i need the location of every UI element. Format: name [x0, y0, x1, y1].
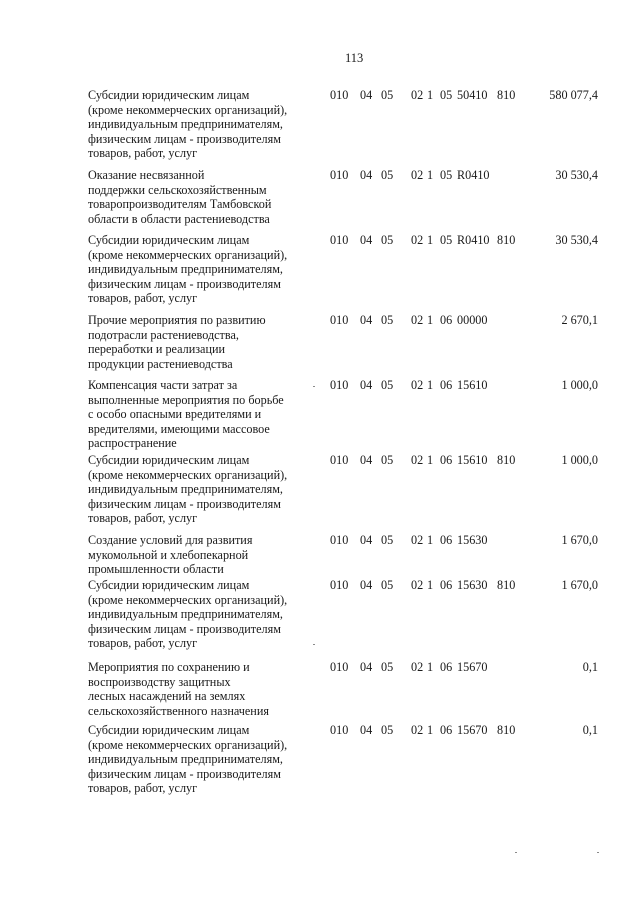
target-article-part: 02: [411, 233, 424, 247]
target-article-part: 05: [440, 88, 453, 102]
row-name-line: физическим лицам - производителям: [88, 766, 281, 781]
row-name-line: индивидуальным предпринимателям,: [88, 482, 283, 497]
target-article-part: 06: [440, 723, 453, 737]
ved-code: 010: [330, 233, 349, 247]
row-name-line: Компенсация части затрат за: [88, 378, 238, 392]
row-name-line: Субсидии юридическим лицам: [88, 578, 250, 592]
row-name-line: индивидуальным предпринимателям,: [88, 752, 283, 767]
target-article-part: 02: [411, 660, 424, 674]
target-article-part: 15630: [457, 578, 488, 592]
target-article-part: 05: [440, 233, 453, 247]
row-name-line: индивидуальным предпринимателям,: [88, 607, 283, 622]
ved-code: 010: [330, 723, 349, 737]
amount-value: 30 530,4: [555, 233, 598, 247]
row-name: [88, 723, 320, 796]
target-article-part: 02: [411, 578, 424, 592]
amount-value: 1 000,0: [561, 453, 598, 467]
row-name-line: сельскохозяйственного назначения: [88, 703, 269, 718]
target-article-part: 15630: [457, 533, 488, 547]
row-name-line: индивидуальным предпринимателям,: [88, 117, 283, 132]
ved-code: 010: [330, 578, 349, 592]
row-name-line: вредителями, имеющими массовое: [88, 421, 270, 436]
row-name: [88, 313, 320, 371]
target-article-part: 15670: [457, 660, 488, 674]
row-name-line: продукции растениеводства: [88, 356, 233, 371]
amount-value: 30 530,4: [555, 168, 598, 182]
row-name-line: Субсидии юридическим лицам: [88, 88, 250, 102]
target-article-part: 06: [440, 660, 453, 674]
row-name-line: выполненные мероприятия по борьбе: [88, 392, 284, 407]
target-article-part: 06: [440, 533, 453, 547]
subsection-code: 05: [381, 233, 394, 247]
target-article-part: R0410: [457, 233, 490, 247]
row-name-line: физическим лицам - производителям: [88, 496, 281, 511]
section-code: 04: [360, 168, 373, 182]
row-name: [88, 453, 320, 526]
expense-type-code: 810: [497, 233, 516, 247]
target-article-part: 06: [440, 313, 453, 327]
section-code: 04: [360, 533, 373, 547]
ved-code: 010: [330, 533, 349, 547]
target-article-part: 02: [411, 378, 424, 392]
target-article-part: 02: [411, 533, 424, 547]
row-name-line: Субсидии юридическим лицам: [88, 233, 250, 247]
section-code: 04: [360, 313, 373, 327]
row-name-line: товаров, работ, услуг: [88, 146, 198, 161]
target-article-part: 1: [427, 533, 434, 547]
target-article-part: 1: [427, 578, 434, 592]
target-article-part: 06: [440, 453, 453, 467]
row-name-line: физическим лицам - производителям: [88, 276, 281, 291]
target-article-part: 00000: [457, 313, 488, 327]
section-code: 04: [360, 660, 373, 674]
target-article-part: 1: [427, 660, 434, 674]
row-name-line: Субсидии юридическим лицам: [88, 723, 250, 737]
scan-speck: [515, 852, 517, 853]
amount-value: 1 670,0: [561, 578, 598, 592]
ved-code: 010: [330, 660, 349, 674]
section-code: 04: [360, 453, 373, 467]
row-name: [88, 233, 320, 306]
amount-value: 1 000,0: [561, 378, 598, 392]
row-name-line: (кроме некоммерческих организаций),: [88, 737, 288, 752]
row-name-line: Субсидии юридическим лицам: [88, 453, 250, 467]
target-article-part: 02: [411, 88, 424, 102]
target-article-part: 02: [411, 723, 424, 737]
row-name-line: с особо опасными вредителями и: [88, 407, 262, 422]
ved-code: 010: [330, 313, 349, 327]
section-code: 04: [360, 578, 373, 592]
target-article-part: 02: [411, 168, 424, 182]
row-name-line: Создание условий для развития: [88, 533, 253, 547]
section-code: 04: [360, 723, 373, 737]
row-name-line: переработки и реализации: [88, 342, 226, 357]
row-name-line: товаров, работ, услуг: [88, 636, 198, 651]
subsection-code: 05: [381, 533, 394, 547]
section-code: 04: [360, 88, 373, 102]
amount-value: 1 670,0: [561, 533, 598, 547]
expense-type-code: 810: [497, 453, 516, 467]
ved-code: 010: [330, 378, 349, 392]
subsection-code: 05: [381, 313, 394, 327]
row-name: [88, 168, 320, 226]
row-name: [88, 533, 320, 577]
row-name: [88, 578, 320, 651]
target-article-part: 1: [427, 233, 434, 247]
row-name: [88, 88, 320, 161]
target-article-part: 1: [427, 378, 434, 392]
amount-value: 2 670,1: [561, 313, 598, 327]
row-name-line: товаров, работ, услуг: [88, 511, 198, 526]
row-name-line: физическим лицам - производителям: [88, 621, 281, 636]
row-name-line: распространение: [88, 436, 177, 451]
row-name-line: (кроме некоммерческих организаций),: [88, 247, 288, 262]
row-name-line: промышленности области: [88, 562, 224, 577]
expense-type-code: 810: [497, 578, 516, 592]
section-code: 04: [360, 378, 373, 392]
row-name-line: товаров, работ, услуг: [88, 781, 198, 796]
subsection-code: 05: [381, 88, 394, 102]
row-name-line: поддержки сельскохозяйственным: [88, 182, 267, 197]
ved-code: 010: [330, 88, 349, 102]
target-article-part: 06: [440, 578, 453, 592]
scan-speck: [597, 852, 599, 853]
target-article-part: 02: [411, 313, 424, 327]
row-name-line: области в области растениеводства: [88, 211, 270, 226]
target-article-part: 15610: [457, 453, 488, 467]
target-article-part: 1: [427, 453, 434, 467]
row-name-line: (кроме некоммерческих организаций),: [88, 467, 288, 482]
row-name-line: товаропроизводителям Тамбовской: [88, 197, 272, 212]
target-article-part: 1: [427, 168, 434, 182]
row-name: [88, 378, 320, 451]
row-name-line: Оказание несвязанной: [88, 168, 205, 182]
row-name: [88, 660, 320, 718]
target-article-part: 02: [411, 453, 424, 467]
scan-speck: [313, 386, 315, 387]
target-article-part: R0410: [457, 168, 490, 182]
target-article-part: 06: [440, 378, 453, 392]
row-name-line: (кроме некоммерческих организаций),: [88, 102, 288, 117]
row-name-line: товаров, работ, услуг: [88, 291, 198, 306]
page-number: 113: [345, 51, 364, 65]
expense-type-code: 810: [497, 88, 516, 102]
row-name-line: воспроизводству защитных: [88, 674, 231, 689]
expense-type-code: 810: [497, 723, 516, 737]
subsection-code: 05: [381, 168, 394, 182]
section-code: 04: [360, 233, 373, 247]
target-article-part: 05: [440, 168, 453, 182]
target-article-part: 1: [427, 88, 434, 102]
row-name-line: (кроме некоммерческих организаций),: [88, 592, 288, 607]
row-name-line: подотрасли растениеводства,: [88, 327, 239, 342]
target-article-part: 15610: [457, 378, 488, 392]
amount-value: 580 077,4: [549, 88, 598, 102]
target-article-part: 15670: [457, 723, 488, 737]
subsection-code: 05: [381, 723, 394, 737]
ved-code: 010: [330, 453, 349, 467]
target-article-part: 1: [427, 723, 434, 737]
amount-value: 0,1: [582, 723, 598, 737]
target-article-part: 50410: [457, 88, 488, 102]
subsection-code: 05: [381, 378, 394, 392]
ved-code: 010: [330, 168, 349, 182]
row-name-line: мукомольной и хлебопекарной: [88, 547, 249, 562]
subsection-code: 05: [381, 660, 394, 674]
row-name-line: индивидуальным предпринимателям,: [88, 262, 283, 277]
amount-value: 0,1: [582, 660, 598, 674]
row-name-line: Прочие мероприятия по развитию: [88, 313, 266, 327]
row-name-line: физическим лицам - производителям: [88, 131, 281, 146]
row-name-line: Мероприятия по сохранению и: [88, 660, 250, 674]
row-name-line: лесных насаждений на землях: [88, 689, 246, 704]
scan-speck: [313, 644, 315, 645]
target-article-part: 1: [427, 313, 434, 327]
subsection-code: 05: [381, 578, 394, 592]
subsection-code: 05: [381, 453, 394, 467]
